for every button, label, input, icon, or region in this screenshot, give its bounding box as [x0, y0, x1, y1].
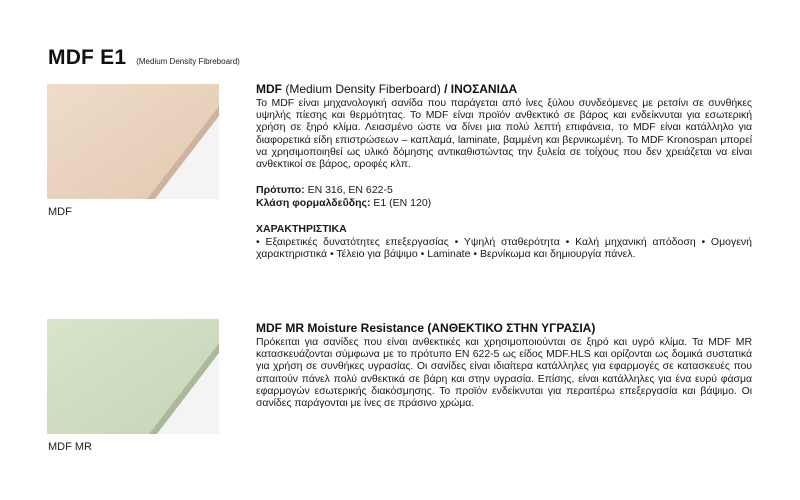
page-title: MDF E1: [48, 46, 127, 69]
mdf-description: Το MDF είναι μηχανολογική σανίδα που παράγεται από ίνες ξύλου συνδεόμενες με ρετσίνι σε συνθήκες υψηλής πίεσης και θερμότητας. Το MDF είναι προϊόν ανθεκτικό σε βάρος και ενδείκνυται για εσωτερική χρήση σε ξηρό κλίμα. Λειασμένο ώστε να δίνει μια πολύ λεπτή επιφάνεια, το MDF είναι κατάλληλο για διαφορετικά είδη επιστρώσεων – καπλαμά, laminate, βαμμένη και βερνικωμένη. Το MDF Kronospan μπορεί να χρησιμοποιηθεί ως υλικό δόμησης αντικαθιστώντας την ξυλεία σε τοίχους που δεν χρειάζεται να είναι ανθεκτικοί σε βάρος, οροφές κλπ.: [256, 97, 752, 171]
mdf-image-label: MDF: [48, 206, 72, 218]
mdf-formaldehyde-class: Κλάση φορμαλδεΰδης: E1 (EN 120): [256, 196, 432, 209]
mdf-board-image: [47, 84, 219, 199]
page-subtitle: (Medium Density Fibreboard): [136, 57, 240, 66]
mdf-mr-image-label: MDF MR: [48, 441, 92, 453]
mdf-mr-description: Πρόκειται για σανίδες που είναι ανθεκτικές και χρησιμοποιούνται σε ξηρό και υγρό κλίμα. Τα MDF MR κατασκευάζονται σύμφωνα με το πρότυπο EN 622-5 ως είδος MDF.HLS και ορίζονται ως δομικά συστατικά για χρήση σε συνθήκες υγρασίας. Οι σανίδες είναι ιδιαίτερα κατάλληλες για εφαρμογές σε κατασκευές που απαιτούν πάνελ πολύ ανθεκτικά σε βάρη και στην υγρασία. Επίσης, είναι κατάλληλες για ένα ευρύ φάσμα εφαρμογών εσωτερικής διακόσμησης. Το προϊόν ενδείκνυται για περαιτέρω επεξεργασία και βάψιμο. Οι σανίδες παράγονται με ίνες σε πράσινο χρώμα.: [256, 336, 752, 410]
mdf-section: [256, 82, 752, 260]
feature-item: • Υψηλή σταθερότητα: [454, 236, 560, 248]
page-header: [48, 46, 240, 70]
mdf-mr-section-title: MDF MR Moisture Resistance (ΑΝΘΕΚΤΙΚΟ ΣΤΗΝ ΥΓΡΑΣΙΑ): [256, 321, 596, 335]
mdf-section-title: MDF (Medium Density Fiberboard) / ΙΝΟΣΑΝΙΔΑ: [256, 82, 518, 96]
feature-item: • Εξαιρετικές δυνατότητες επεξεργασίας: [256, 236, 449, 248]
feature-item: • Laminate: [420, 248, 471, 261]
feature-item: • Ομογενή χαρακτηριστικά: [256, 236, 752, 261]
feature-item: • Καλή μηχανική απόδοση: [565, 236, 696, 248]
mdf-mr-board-image: [47, 319, 219, 434]
mdf-features-title: ΧΑΡΑΚΤΗΡΙΣΤΙΚΑ: [256, 223, 347, 236]
feature-item: • Τέλειο για βάψιμο: [329, 248, 418, 261]
feature-item: • Βερνίκωμα και δημιουργία πάνελ.: [473, 248, 636, 261]
mdf-standard: Πρότυπο: EN 316, EN 622-5: [256, 184, 393, 197]
mdf-features-list: [256, 236, 752, 260]
mdf-mr-section: [256, 321, 752, 409]
